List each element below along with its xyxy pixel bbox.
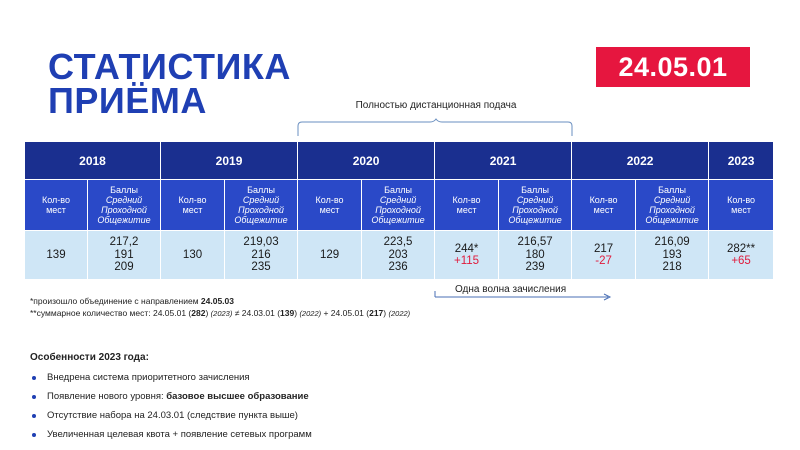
places-count: 282** bbox=[727, 242, 756, 255]
score-header-score-line2: Средний bbox=[242, 195, 280, 205]
score-header-score-line4: Общежитие bbox=[97, 215, 151, 225]
score-header-score-line4: Общежитие bbox=[645, 215, 699, 225]
places-value-2019 bbox=[161, 231, 225, 280]
remote-bracket bbox=[296, 118, 576, 138]
feature-item-target-quota-text: Увеличенная целевая квота + появление сетевых программ bbox=[47, 429, 312, 440]
places-header-line1: Кол-во bbox=[727, 195, 756, 205]
feature-item-no-enrollment-text: Отсутствие набора на 24.03.01 (следствие пункта выше) bbox=[47, 410, 298, 421]
score-values-2019 bbox=[225, 231, 298, 280]
score-header-line1: Баллы bbox=[384, 185, 412, 195]
places-header-2019 bbox=[161, 180, 225, 231]
program-code-badge: 24.05.01 bbox=[596, 47, 750, 87]
places-header-line2: мест bbox=[319, 205, 340, 215]
slide-title-line1: СТАТИСТИКА bbox=[48, 46, 291, 87]
footnote-total-139: 139 bbox=[280, 308, 295, 318]
remote-submission-label: Полностью дистанционная подача bbox=[355, 100, 517, 111]
places-header-2018 bbox=[25, 180, 88, 231]
feature-item-priority-text: Внедрена система приоритетного зачисления bbox=[47, 372, 250, 383]
places-header-line1: Кол-во bbox=[589, 195, 618, 205]
places-value-2020 bbox=[298, 231, 362, 280]
year-header-2022: 2022 bbox=[572, 142, 709, 180]
score-header-2018 bbox=[88, 180, 161, 231]
feature-item-no-enrollment bbox=[30, 406, 312, 425]
slide-title-line2: ПРИЁМА bbox=[48, 80, 207, 121]
year-header-2018: 2018 bbox=[25, 142, 161, 180]
places-count: 129 bbox=[319, 248, 340, 261]
footnote-total-close-c: ) bbox=[383, 308, 387, 318]
score-values-2020 bbox=[362, 231, 435, 280]
footnote-merge-text: *произошло объединение с направлением bbox=[30, 296, 201, 306]
places-value-2021 bbox=[435, 231, 499, 280]
score-passing: 216 bbox=[251, 248, 271, 261]
footnote-merge bbox=[30, 296, 234, 306]
footnote-merge-code: 24.05.03 bbox=[200, 296, 234, 306]
feature-item-new-level-text: Появление нового уровня: bbox=[47, 391, 167, 402]
feature-item-new-level-bold: базовое высшее образование bbox=[166, 391, 309, 402]
slide-title bbox=[48, 46, 291, 121]
places-count: 130 bbox=[182, 248, 203, 261]
year-header-2020: 2020 bbox=[298, 142, 435, 180]
features-list bbox=[30, 368, 312, 444]
score-header-2020 bbox=[362, 180, 435, 231]
feature-item-target-quota bbox=[30, 425, 312, 444]
values-row bbox=[25, 231, 774, 280]
places-header-line1: Кол-во bbox=[178, 195, 207, 205]
feature-item-new-level bbox=[30, 387, 312, 406]
features-2023 bbox=[30, 352, 312, 444]
score-values-2018 bbox=[88, 231, 161, 280]
places-count: 217 bbox=[593, 242, 614, 255]
footnote-total-part-a: **суммарное количество мест: 24.05.01 ( bbox=[30, 308, 192, 318]
places-delta: -27 bbox=[595, 255, 612, 267]
score-passing: 193 bbox=[662, 248, 682, 261]
features-title: Особенности 2023 года: bbox=[30, 352, 149, 363]
score-header-score-line2: Средний bbox=[516, 195, 554, 205]
places-header-line1: Кол-во bbox=[452, 195, 481, 205]
year-header-2019: 2019 bbox=[161, 142, 298, 180]
year-header-2023: 2023 bbox=[709, 142, 774, 180]
score-header-score-line4: Общежитие bbox=[508, 215, 562, 225]
score-header-line1: Баллы bbox=[658, 185, 687, 195]
score-header-score-line3: Проходной bbox=[238, 205, 284, 215]
footnote-total-close-a: ) bbox=[205, 308, 209, 318]
places-header-line2: мест bbox=[731, 205, 751, 215]
places-header-line2: мест bbox=[593, 205, 614, 215]
score-average: 223,5 bbox=[383, 236, 413, 249]
score-dormitory: 236 bbox=[388, 261, 408, 274]
places-value-2022 bbox=[572, 231, 636, 280]
feature-item-priority bbox=[30, 368, 312, 387]
score-header-score-line4: Общежитие bbox=[234, 215, 288, 225]
score-header-2019 bbox=[225, 180, 298, 231]
score-average: 216,57 bbox=[517, 236, 553, 249]
score-dormitory: 218 bbox=[662, 261, 682, 274]
score-dormitory: 209 bbox=[114, 261, 134, 274]
footnote-total-year-a: (2023) bbox=[210, 309, 233, 318]
score-header-2022 bbox=[636, 180, 709, 231]
footnote-total-217: 217 bbox=[369, 308, 384, 318]
score-header-score-line2: Средний bbox=[379, 195, 417, 205]
score-dormitory: 239 bbox=[525, 261, 545, 274]
year-header-2021: 2021 bbox=[435, 142, 572, 180]
places-count: 244* bbox=[454, 242, 479, 255]
single-wave-label: Одна волна зачисления bbox=[455, 284, 567, 295]
score-header-line1: Баллы bbox=[110, 185, 138, 195]
score-passing: 191 bbox=[114, 248, 134, 261]
score-header-score-line2: Средний bbox=[653, 195, 691, 205]
sub-header-row bbox=[25, 180, 774, 231]
score-passing: 203 bbox=[388, 248, 408, 261]
places-delta: +115 bbox=[454, 255, 480, 267]
score-passing: 180 bbox=[525, 248, 545, 261]
score-header-score-line4: Общежитие bbox=[371, 215, 425, 225]
score-header-2021 bbox=[499, 180, 572, 231]
places-header-line1: Кол-во bbox=[42, 195, 70, 205]
score-header-score-line3: Проходной bbox=[512, 205, 558, 215]
places-header-line2: мест bbox=[182, 205, 203, 215]
places-header-2022 bbox=[572, 180, 636, 231]
year-header-row bbox=[25, 142, 774, 180]
places-header-line1: Кол-во bbox=[315, 195, 344, 205]
places-header-2021 bbox=[435, 180, 499, 231]
places-count: 139 bbox=[46, 248, 66, 261]
score-average: 217,2 bbox=[109, 236, 139, 249]
score-average: 216,09 bbox=[654, 236, 690, 249]
score-average: 219,03 bbox=[243, 236, 279, 249]
footnote-total-282: 282 bbox=[191, 308, 206, 318]
places-value-2023 bbox=[709, 231, 774, 280]
score-header-score-line2: Средний bbox=[105, 195, 143, 205]
footnote-total-year-b: (2022) bbox=[299, 309, 322, 318]
places-header-2023 bbox=[709, 180, 774, 231]
score-values-2021 bbox=[499, 231, 572, 280]
admission-stats-table bbox=[24, 141, 774, 280]
score-dormitory: 235 bbox=[251, 261, 271, 274]
score-header-line1: Баллы bbox=[521, 185, 549, 195]
score-header-score-line3: Проходной bbox=[649, 205, 695, 215]
places-delta: +65 bbox=[731, 255, 751, 267]
footnote-total-year-c: (2022) bbox=[388, 309, 411, 318]
places-header-2020 bbox=[298, 180, 362, 231]
places-value-2018 bbox=[25, 231, 88, 280]
places-header-line2: мест bbox=[456, 205, 477, 215]
places-header-line2: мест bbox=[46, 205, 66, 215]
footnote-total-close-b: ) bbox=[294, 308, 298, 318]
footnote-total-part-c: + 24.05.01 ( bbox=[321, 308, 370, 318]
score-header-line1: Баллы bbox=[247, 185, 275, 195]
score-header-score-line3: Проходной bbox=[101, 205, 147, 215]
footnote-total bbox=[30, 308, 410, 318]
score-header-score-line3: Проходной bbox=[375, 205, 421, 215]
score-values-2022 bbox=[636, 231, 709, 280]
footnote-total-part-b: ≠ 24.03.01 ( bbox=[232, 308, 281, 318]
